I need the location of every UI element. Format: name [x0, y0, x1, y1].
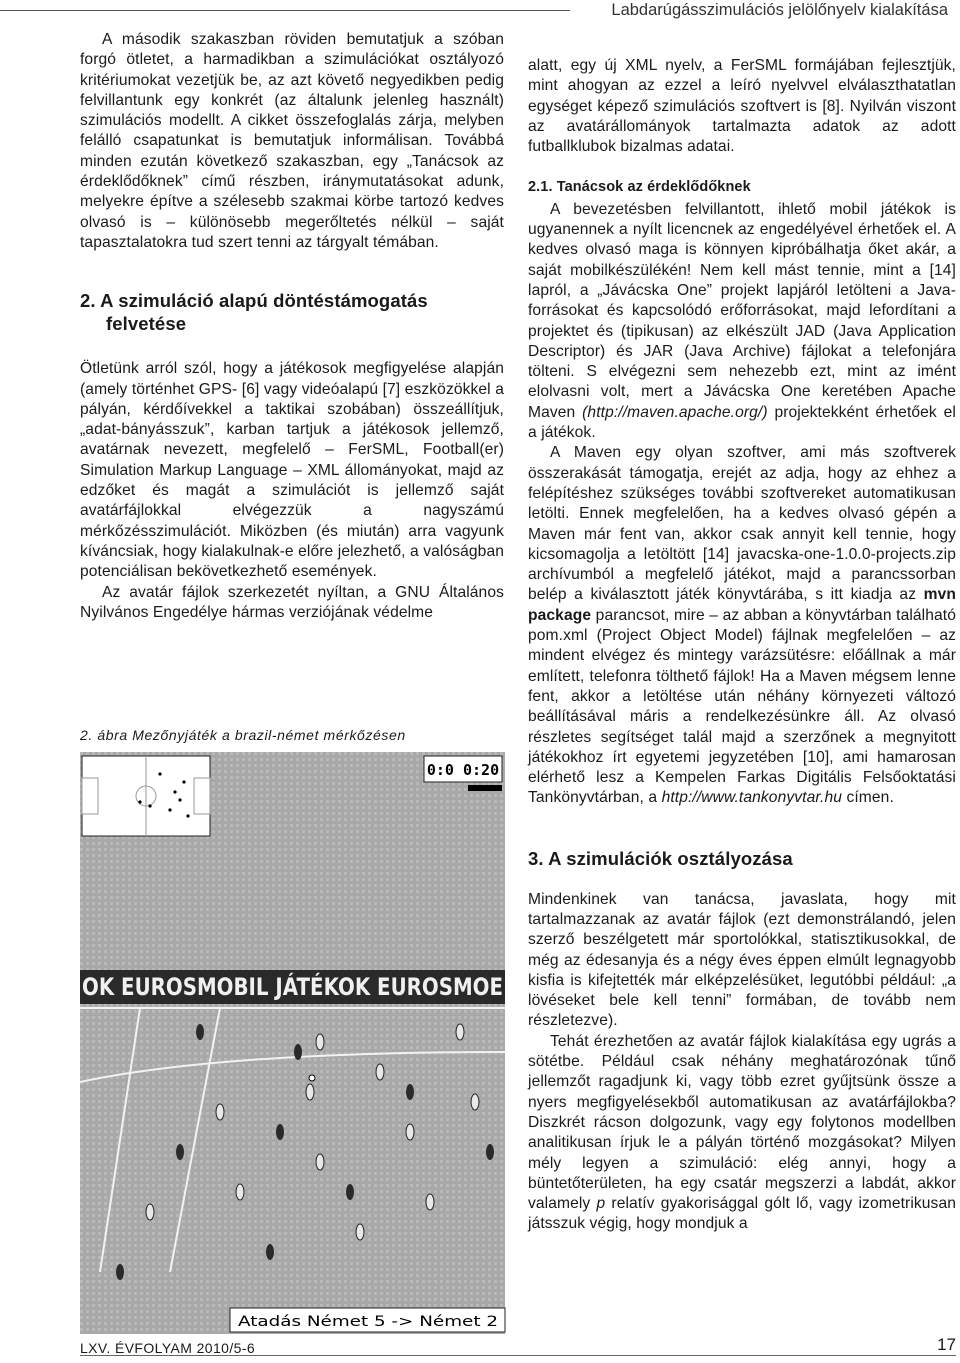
text-span: parancsot, mire – az abban a könyvtárban található pom.xml (Project Object Model) fájlnak megfelelően – az mindent elvégez és mintegy varázsütésre: előállnak a már említett, telefonra tölthető fájlok! Ha a Maven mégsem lenne fent, akkor a letöltése után néhány környezeti változó beállításával máris a rendelkezésünkre áll. Az olvasó részletes segítséget talál majd a szerzőnek a megnyitott játékokhoz írt egyetemi jegyzetében [10], ami hamarosan elérhető lesz a Kempelen Farkas Digitális Felsőoktatási Tankönyvtárban, a [528, 606, 956, 807]
score-bar [468, 785, 502, 791]
minimap [82, 756, 210, 836]
section-3-heading: 3. A szimulációk osztályozása [528, 847, 793, 869]
left-column [80, 30, 504, 623]
subsection-2-1-paragraph-1 [528, 200, 956, 444]
text-span: Tehát érezhetően az avatár fájlok kialakítása egy ugrás a sötétbe. Például csak néhány meghatározónak tűnő jellemzőt ragadjunk ki, vagy több ezret gyűjtsünk össze a nyers megfigyelésekből automatikusan az avatárfájlokba? Diszkrét rácson dolgozunk, vagy egy folytonos modellben analitikusan írjuk le a pályán történő mozgásokat? Milyen mély legyen a szimuláció: elég annyi, hogy a büntetőterületen, ha egy csatár megszerzi a labdát, akkor valamely [528, 1032, 956, 1213]
right-column [528, 56, 956, 1235]
figure-caption: 2. ábra Mezőnyjáték a brazil-német mérkőzésen [80, 727, 406, 743]
ball [309, 1075, 315, 1081]
text-span: A bevezetésben felvillantott, ihlető mobil játékok is ugyanennek a nyílt licencnek az engedélyével érhetőek el. A kedves olvasó maga is könnyen kipróbálhatja őket akár, a saját mobilkészülékén! Nem kell mást tennie, mint a [14] lapról, a „Jávácska One” projekt lapjáról letölteni a Java-forrásokat és kapcsolódó erőforrásokat, majd lefordítani a projektet és (tipikusan) az elkészült JAD (Java Application Descriptor) és JAR (Java Archive) fájlokat a telefonjára tölteni. S elvégezni sem nehezebb ezt, mint az imént elolvasni volt, mert a Jávácska One keretében Apache Maven [528, 200, 956, 421]
footer-issue: LXV. ÉVFOLYAM 2010/5-6 [80, 1340, 256, 1356]
text-span: A Maven egy olyan szoftver, ami más szoftverek összerakását támogatja, erejét az adja, hogy az ehhez a felépítéshez szükséges további szoftvereket automatikusan letölti. Ennek megfelelően, ha a kedves olvasó gépén a Maven már fent van, akkor csak annyit kell tennie, hogy kicsomagolja a letöltött [14] javacska-one-1.0.0-projects.zip archívumból a megfelelő játékot, majd a parancssorban belép a kiválasztott játék könyvtárába, s itt kiadja az [528, 444, 956, 604]
variable-p: p [596, 1195, 606, 1213]
page-number: 17 [937, 1335, 956, 1354]
tankonyvtar-link[interactable]: http://www.tankonyvtar.hu [661, 789, 843, 807]
running-header: Labdarúgásszimulációs jelölőnyelv kialakítása [611, 1, 948, 19]
status-bar-text: Atadás Német 5 -> Német 2 [238, 1314, 498, 1330]
section-2-heading: 2. A szimuláció alapú döntéstámogatás felvetése [80, 290, 428, 335]
section-2-paragraph-2: Az avatár fájlok szerkezetét nyíltan, a GNU Általános Nyilvános Engedélye hármas verziójának védelme [80, 583, 504, 621]
subsection-2-1-heading: 2.1. Tanácsok az érdeklődőknek [528, 179, 751, 196]
pitch-background [80, 752, 593, 1334]
intro-paragraph: A második szakaszban röviden bemutatjuk a szóban forgó ötletet, a harmadikban a szimulációkat osztályozó kritériumokat vezetjük be, az azt követő negyedikben pedig felvillantunk egy konkrét (az általunk jelenleg használt) szimulációs modellt. A cikket összefoglalás zárja, melyben feláll​ó csapatunkat is bemutatjuk informálisan. Továbbá minden ezután következő szakaszban, egy „Tanácsok az érdeklődőknek” című részben, iránymutatásokat adunk, melyekre építve a szélesebb szakmai körbe tartozó kedves olvasó is – különösebb megerőltetés nélkül – saját tapasztalatokra tud szert tenni az tárgyalt témában. [80, 31, 504, 251]
section-2-paragraph: Ötletünk arról szól, hogy a játékosok megfigyelése alapján (amely történhet GPS- [6] vagy videóalapú [7] eszközökkel a pályán, kérdőívekkel a taktikai szobában) összeállítjuk, „adat-bányásszuk”, karban tartjuk a játékosok jellemző, avatárnak nevezett, megfelelő – FerSML, Football(er) Simulation Markup Language – XML állományokat, majd az edzőket és magát a szimulációt is jellemző saját avatárfájlokkal elvégezzük a nagyszámú mérkőzésszimulációt. Miközben (és miután) arra vagyunk kíváncsiak, hogy kialakulnak-e előre jelezhető, a valóságban potenciálisan bekövetkezhető események. [80, 360, 504, 581]
section-3-paragraph-1: Mindenkinek van tanácsa, javaslata, hogy mit tartalmazzanak az avatár fájlok (ezt demonstrálandó, jelen szerző beszélgetett már sportolókkal, statisztikusokkal, de még az édesanyja és a négy éves éppen elmúlt legnagyobb kisfia is kifejtették már elképzelésüket, legutóbbi például: „a lövéseket bele kell tenni” formában, de tovább nem részletezve). [528, 890, 956, 1030]
subsection-2-1-paragraph-2 [528, 443, 956, 808]
figure-soccer-game [80, 752, 593, 1334]
mvn-command: mvn package [528, 586, 956, 624]
text-span: projektekként érhetőek el a játékok. [528, 403, 956, 442]
text-span: relatív gyakorisággal gólt lő, vagy izometrikusan játsszuk végig, hogy mondjuk a [528, 1195, 956, 1233]
right-paragraph-1: alatt, egy új XML nyelv, a FerSML formájában fejlesztjük, mint ahogyan az ezzel a leíró nyelvvel elválaszthatatlan egységet képező szimulációs szoftvert is [8]. Nyilván viszont az avatárállományok tartalmazta adatok az adott futballklubok bizalmas adatai. [528, 57, 956, 156]
timer-text: 0:0 0:20 [426, 761, 500, 779]
game-screenshot [80, 752, 593, 1334]
text-span: címen. [842, 789, 894, 807]
maven-link[interactable]: (http://maven.apache.org/) [582, 403, 768, 421]
header-rule [0, 10, 570, 11]
ad-banner-text: OK EUROSMOBIL JÁTÉKOK EUROSMOE [82, 973, 593, 1001]
section-3-paragraph-2 [528, 1032, 956, 1235]
